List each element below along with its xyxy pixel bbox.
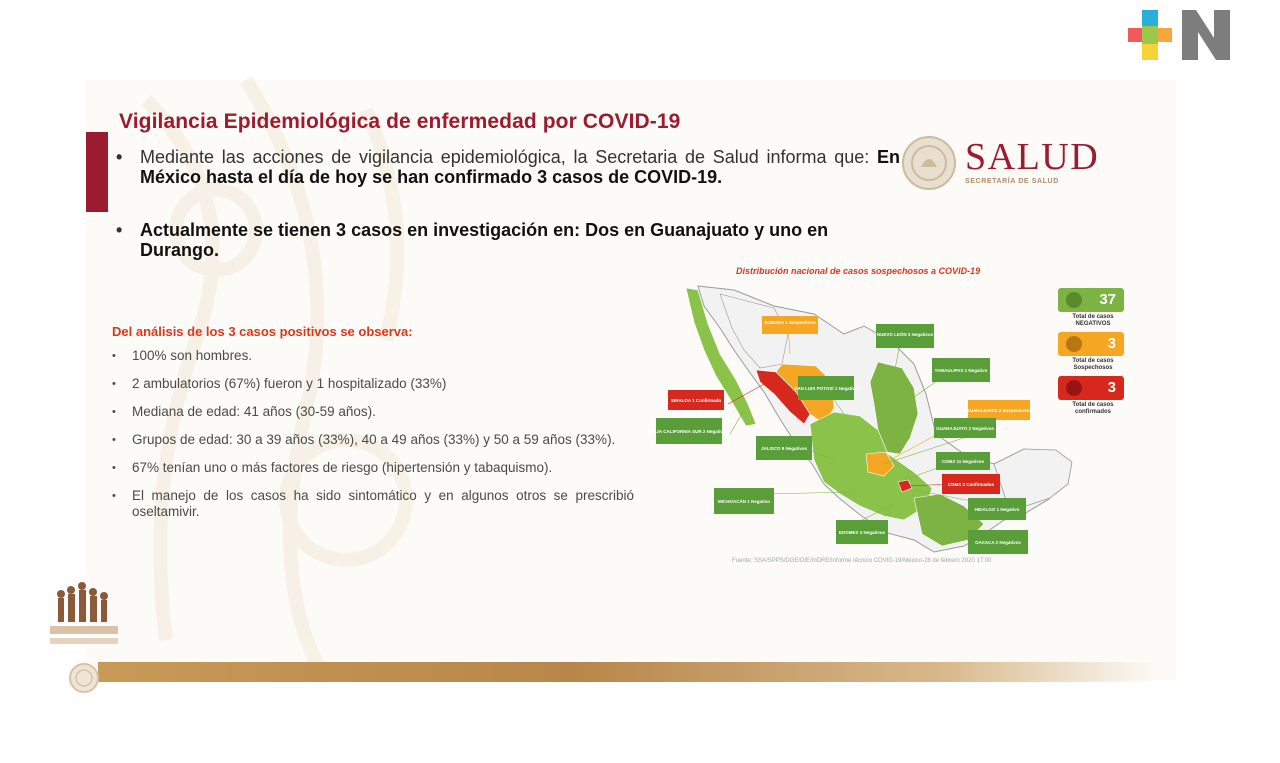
map-label-cdmx-n: [936, 452, 990, 470]
map-label-jalisco: [756, 436, 812, 460]
bullet1-plain-text: Mediante las acciones de vigilancia epidemiológica, la Secretaria de Salud informa que:: [140, 147, 877, 167]
person-icon: [1066, 380, 1082, 396]
national-seal-icon: [901, 135, 957, 191]
label-oaxaca: OAXACA 2 Negativos: [975, 540, 1021, 545]
bullet1-bold-text: En México hasta el día de hoy se han confirmado 3 casos de COVID-19.: [140, 147, 900, 187]
list-item-text: 100% son hombres.: [132, 348, 253, 363]
label-cdmx-confirmados: CDMX 2 Confirmados: [947, 482, 995, 487]
list-item: • Mediana de edad: 41 años (30-59 años).: [112, 404, 376, 419]
legend-negative: [1058, 288, 1128, 328]
salud-logo: [901, 135, 1111, 195]
map-footnote: Fuente: SSA/SPPS/DGE/DIE/InDRE/Informe técnico COVID-19/México-28 de febrero 2020 17:00: [732, 558, 992, 564]
list-item: • 100% son hombres.: [112, 348, 253, 363]
salud-wordmark: SALUD: [965, 136, 1100, 178]
bullet-dot: •: [116, 220, 123, 240]
presentation-slide: [86, 80, 1176, 680]
map-label-cdmx-c: [942, 474, 1000, 494]
legend-suspect-box: [1058, 332, 1124, 356]
list-item-text: 67% tenían uno o más factores de riesgo (hipertensión y tabaquismo).: [132, 460, 553, 475]
list-item-text: Mediana de edad: 41 años (30-59 años).: [132, 404, 376, 419]
map-label-oaxaca: [968, 530, 1028, 554]
list-item: • Grupos de edad: 30 a 39 años (33%), 40 a 49 años (33%) y 50 a 59 años (33%).: [112, 432, 616, 447]
map-label-sinaloa: [668, 390, 724, 410]
map-label-san-luis: [794, 376, 857, 400]
yucatan-peninsula: [994, 449, 1072, 506]
map-legend: [1058, 288, 1128, 420]
list-item: • 2 ambulatorios (67%) fueron y 1 hospitalizado (33%): [112, 376, 447, 391]
legend-suspect: [1058, 332, 1128, 372]
bullet2-text: Actualmente se tienen 3 casos en investigación en: Dos en Guanajuato y uno en Durango.: [140, 220, 829, 260]
map-label-baja-sur: [650, 418, 729, 444]
legend-negative-value: 37: [1099, 291, 1116, 308]
map-label-edomex: [836, 520, 888, 544]
label-sinaloa: SINALOA 1 Confirmado: [670, 398, 722, 403]
label-guanajuato-negativos: GUANAJUATO 2 Negativos: [936, 426, 994, 431]
list-item: • 67% tenían uno o más factores de riesgo (hipertensión y tabaquismo).: [112, 460, 553, 475]
label-san-luis: SAN LUIS POTOSÍ 1 Negativo: [794, 386, 858, 391]
map-title: Distribución nacional de casos sospechosos a COVID-19: [736, 266, 981, 276]
list-item-text: 2 ambulatorios (67%) fueron y 1 hospitalizado (33%): [132, 376, 447, 391]
label-michoacan: MICHOACÁN 1 Negativo: [717, 499, 771, 504]
label-baja-california-sur: BAJA CALIFORNIA SUR 2 Negativos: [649, 429, 729, 434]
list-item-text: Grupos de edad: 30 a 39 años (33%), 40 a 49 años (33%) y 50 a 59 años (33%).: [132, 432, 616, 447]
map-label-guanajuato-s: [966, 400, 1032, 420]
map-label-guanajuato-n: [934, 418, 996, 438]
virus-icon: [1066, 336, 1082, 352]
map-label-michoacan: [714, 488, 774, 514]
legend-negative-box: [1058, 288, 1124, 312]
commemorative-logo: [46, 582, 122, 694]
map-label-nuevo-leon: [876, 324, 934, 348]
footer-bar: [98, 662, 1158, 682]
label-cdmx-negativos: CDMX 11 Negativos: [941, 459, 985, 464]
label-tamaulipas: TAMAULIPAS 1 Negativo: [934, 368, 988, 373]
label-jalisco: JALISCO 9 Negativos: [760, 446, 808, 451]
accent-bar: [86, 132, 108, 212]
label-nuevo-leon: NUEVO LEÓN 3 Negativos: [876, 332, 934, 337]
map-label-tamaulipas: [932, 358, 990, 382]
brand-logo: [1128, 10, 1232, 60]
label-hidalgo: HIDALGO 1 Negativo: [974, 507, 1020, 512]
map-label-hidalgo: [968, 498, 1026, 520]
legend-suspect-label: Total de casos Sospechosos: [1072, 358, 1114, 371]
legend-confirmed-value: 3: [1107, 379, 1116, 396]
label-sonora: SONORA 1 Sospechoso: [764, 320, 816, 325]
legend-confirmed-label: Total de casos confirmados: [1072, 402, 1114, 415]
legend-confirmed: [1058, 376, 1128, 416]
virus-icon: [1066, 292, 1082, 308]
bullet-dot: •: [116, 147, 123, 167]
salud-subtitle: SECRETARÍA DE SALUD: [965, 178, 1059, 185]
bullet-text: [140, 147, 900, 187]
list-item: • El manejo de los casos ha sido sintomático y en algunos otros se prescribió oseltamivir.: [112, 488, 634, 519]
legend-confirmed-box: [1058, 376, 1124, 400]
label-guanajuato-sospechosos: GUANAJUATO 2 Sospechosos: [966, 408, 1032, 413]
list-item-text: El manejo de los casos ha sido sintomático y en algunos otros se prescribió oseltamivir.: [132, 488, 634, 519]
map-label-sonora: [762, 316, 818, 334]
label-edomex: EDOMEX 3 Negativos: [838, 530, 886, 535]
analysis-heading: Del análisis de los 3 casos positivos se observa:: [112, 324, 413, 339]
slide-title: Vigilancia Epidemiológica de enfermedad por COVID-19: [119, 110, 681, 133]
legend-negative-label: Total de casos NEGATIVOS: [1072, 314, 1114, 327]
legend-suspect-value: 3: [1107, 335, 1116, 352]
analysis-list: [112, 348, 634, 532]
